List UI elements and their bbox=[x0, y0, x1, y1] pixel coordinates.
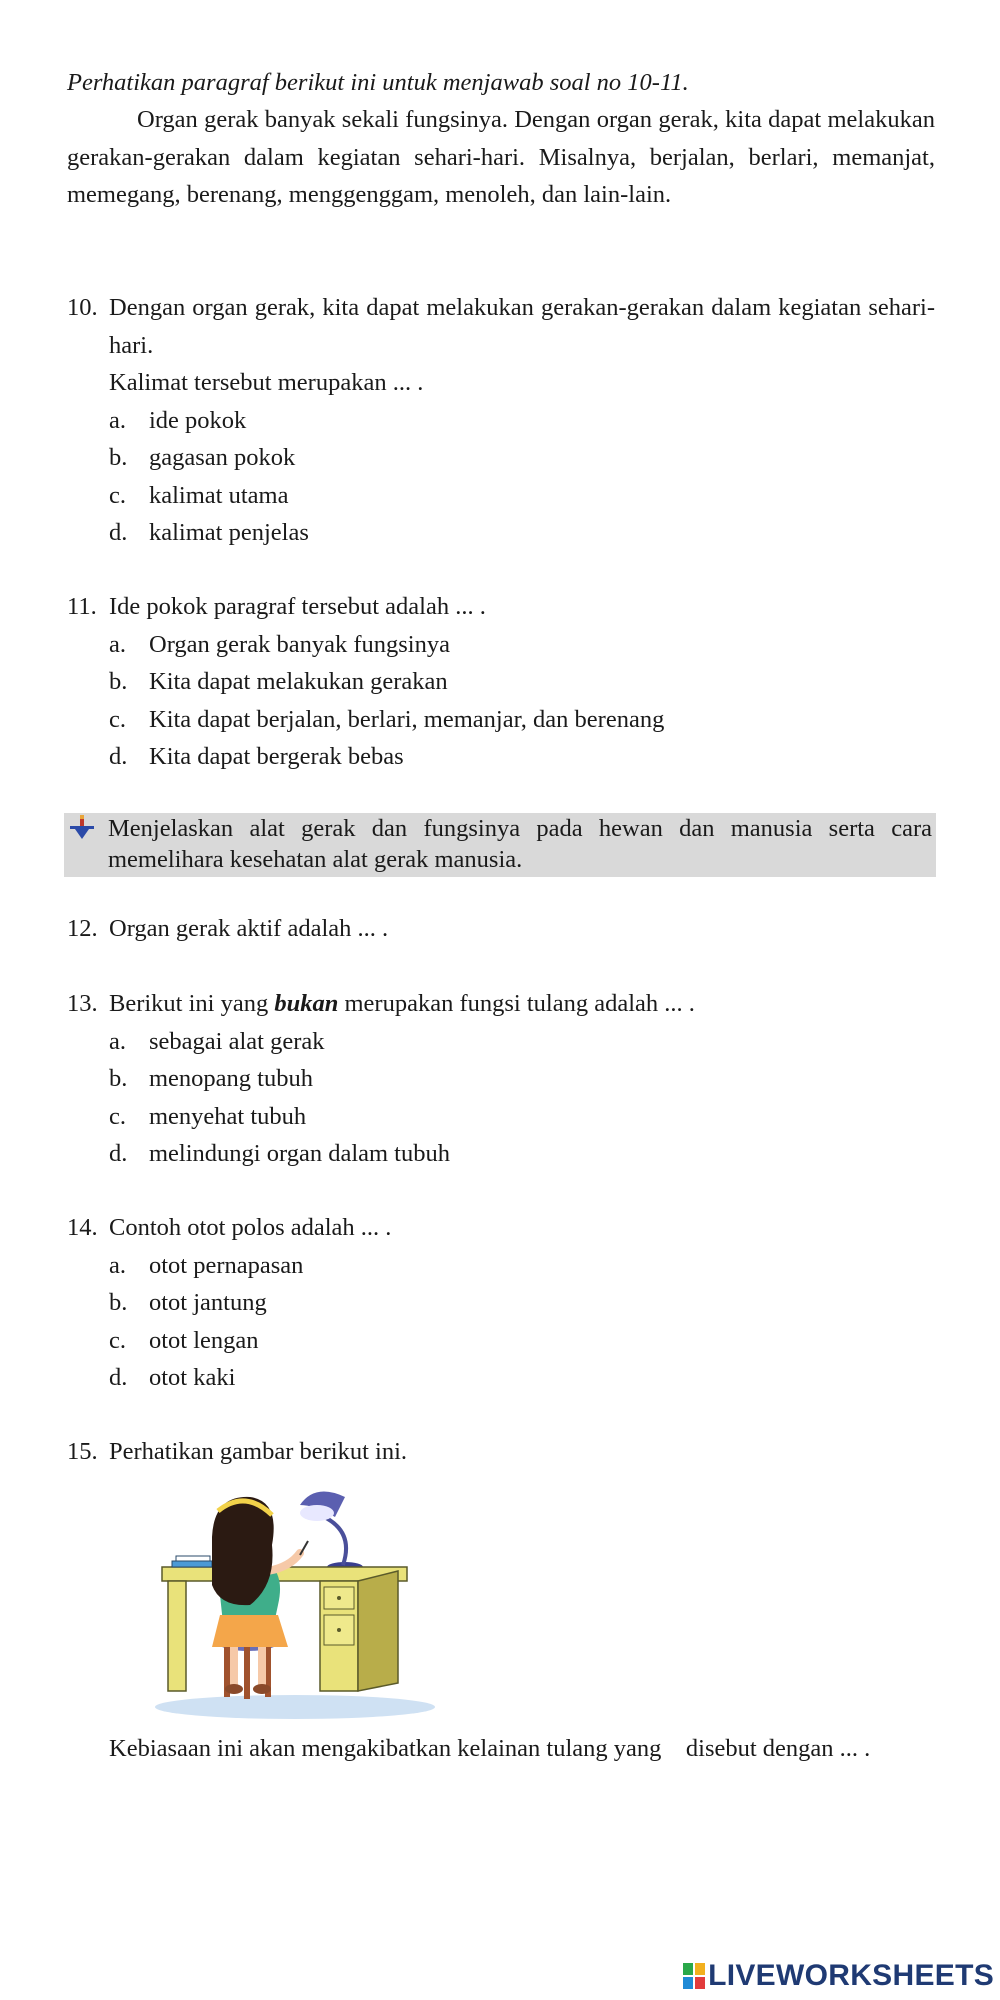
question-number: 15. bbox=[67, 1438, 98, 1465]
question-15 bbox=[67, 1433, 935, 1471]
option-a[interactable]: a. sebagai alat gerak bbox=[109, 1027, 325, 1055]
option-c[interactable]: c. kalimat utama bbox=[109, 481, 289, 509]
option-d[interactable]: d. kalimat penjelas bbox=[109, 519, 309, 546]
question-text: Berikut ini yang bukan merupakan fungsi tulang adalah ... . bbox=[109, 990, 695, 1017]
question-number: 12. bbox=[67, 915, 98, 942]
question-prompt: Kalimat tersebut merupakan ... . bbox=[109, 369, 424, 396]
options-list bbox=[109, 1247, 935, 1397]
options-list bbox=[109, 626, 935, 776]
question-number: 13. bbox=[67, 990, 98, 1017]
reading-instruction: Perhatikan paragraf berikut ini untuk menjawab soal no 10-11. bbox=[67, 69, 689, 96]
question-text: Dengan organ gerak, kita dapat melakukan gerakan-gerakan dalam kegiatan sehari-hari. bbox=[109, 294, 935, 359]
option-d[interactable]: d. melindungi organ dalam tubuh bbox=[109, 1140, 450, 1167]
caption-text: Kebiasaan ini akan mengakibatkan kelainan tulang yang disebut dengan ... . bbox=[109, 1735, 871, 1762]
options-list bbox=[109, 1023, 935, 1173]
question-15-caption bbox=[67, 1730, 935, 1768]
section-banner bbox=[64, 813, 936, 877]
option-a[interactable]: a. Organ gerak banyak fungsinya bbox=[109, 630, 450, 658]
question-11 bbox=[67, 588, 935, 776]
question-text: Ide pokok paragraf tersebut adalah ... . bbox=[109, 593, 486, 620]
question-text: Contoh otot polos adalah ... . bbox=[109, 1214, 392, 1241]
question-10 bbox=[67, 289, 935, 552]
question-number: 14. bbox=[67, 1214, 98, 1241]
question-text: Organ gerak aktif adalah ... . bbox=[109, 915, 389, 942]
option-b[interactable]: b. gagasan pokok bbox=[109, 444, 296, 471]
question-number: 11. bbox=[67, 593, 97, 620]
option-c[interactable]: c. menyehat tubuh bbox=[109, 1102, 307, 1130]
paragraph-text: Organ gerak banyak sekali fungsinya. Dengan organ gerak, kita dapat melakukan gerakan-gerakan dalam kegiatan sehari-hari. Misalnya, berjalan, berlari, memanjat, memegang, berenang, menggenggam, menoleh, dan lain-lain. bbox=[67, 106, 935, 208]
option-b[interactable]: b. Kita dapat melakukan gerakan bbox=[109, 668, 448, 695]
emphasis-word: bukan bbox=[274, 990, 339, 1017]
option-a[interactable]: a. otot pernapasan bbox=[109, 1251, 304, 1279]
section-text: Menjelaskan alat gerak dan fungsinya pada hewan dan manusia serta cara memelihara kesehatan alat gerak manusia. bbox=[108, 815, 932, 873]
reading-paragraph bbox=[67, 101, 935, 214]
option-c[interactable]: c. otot lengan bbox=[109, 1326, 259, 1354]
liveworksheets-logo[interactable] bbox=[683, 1958, 994, 1994]
girl-at-desk-illustration bbox=[150, 1475, 450, 1725]
question-12 bbox=[67, 910, 935, 948]
question-text: Perhatikan gambar berikut ini. bbox=[109, 1438, 407, 1465]
question-number: 10. bbox=[67, 294, 98, 321]
option-c[interactable]: c. Kita dapat berjalan, berlari, memanjar, dan berenang bbox=[109, 705, 665, 733]
question-13 bbox=[67, 985, 935, 1173]
option-b[interactable]: b. menopang tubuh bbox=[109, 1065, 313, 1092]
question-14 bbox=[67, 1209, 935, 1397]
options-list bbox=[109, 402, 935, 552]
option-a[interactable]: a. ide pokok bbox=[109, 406, 247, 434]
liveworksheets-logo-icon bbox=[683, 1963, 705, 1989]
brand-text: LIVEWORKSHEETS bbox=[708, 1959, 994, 1992]
arrow-down-bullet-icon bbox=[68, 815, 96, 841]
option-d[interactable]: d. Kita dapat bergerak bebas bbox=[109, 743, 404, 770]
option-b[interactable]: b. otot jantung bbox=[109, 1289, 267, 1316]
option-d[interactable]: d. otot kaki bbox=[109, 1364, 236, 1391]
